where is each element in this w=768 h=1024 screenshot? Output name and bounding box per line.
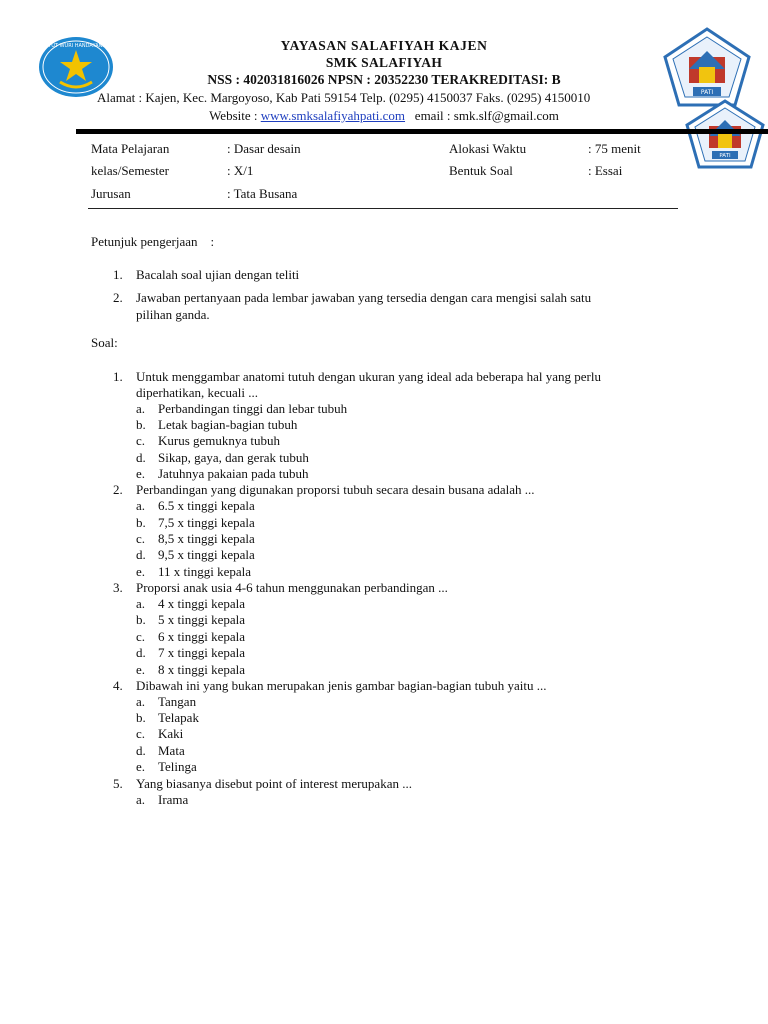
option-text: 8 x tinggi kepala (158, 662, 246, 677)
subject-label: Mata Pelajaran (91, 141, 170, 156)
school-name: SMK SALAFIYAH (325, 55, 443, 70)
option-text: Telinga (158, 759, 197, 774)
major-label: Jurusan (91, 186, 131, 201)
option-text: 5 x tinggi kepala (158, 612, 246, 627)
soal-title: Soal: (91, 335, 118, 350)
option-letter: c. (136, 531, 146, 546)
time-value: : 75 menit (588, 141, 641, 156)
option-text: Mata (158, 743, 185, 758)
option-letter: b. (136, 515, 146, 530)
option-letter: e. (136, 759, 146, 774)
question-text-continued: diperhatikan, kecuali ... (136, 385, 259, 400)
major-value: : Tata Busana (227, 186, 298, 201)
option-letter: c. (136, 629, 146, 644)
question-number: 2. (113, 482, 123, 497)
option-letter: e. (136, 466, 146, 481)
header-divider (76, 129, 768, 134)
instruction-number: 1. (113, 267, 123, 282)
website-label: Website : (209, 108, 261, 123)
instruction-text: Bacalah soal ujian dengan teliti (136, 267, 300, 282)
option-letter: d. (136, 645, 146, 660)
question-number: 3. (113, 580, 123, 595)
form-label: Bentuk Soal (449, 163, 513, 178)
option-letter: e. (136, 564, 146, 579)
option-text: 6.5 x tinggi kepala (158, 498, 255, 513)
question-number: 1. (113, 369, 123, 384)
question-text: Dibawah ini yang bukan merupakan jenis gambar bagian-bagian tubuh yaitu ... (136, 678, 547, 693)
option-text: 8,5 x tinggi kepala (158, 531, 255, 546)
option-text: Sikap, gaya, dan gerak tubuh (158, 450, 309, 465)
email-text: email : smk.slf@gmail.com (405, 108, 559, 123)
question-text: Untuk menggambar anatomi tutuh dengan ukuran yang ideal ada beberapa hal yang perlu (136, 369, 601, 384)
info-divider (88, 208, 678, 209)
option-text: Letak bagian-bagian tubuh (158, 417, 298, 432)
instruction-text-continued: pilihan ganda. (136, 307, 210, 322)
option-text: 7 x tinggi kepala (158, 645, 246, 660)
option-text: 9,5 x tinggi kepala (158, 547, 255, 562)
option-letter: b. (136, 417, 146, 432)
option-text: Telapak (158, 710, 199, 725)
instructions-title: Petunjuk pengerjaan : (91, 234, 215, 249)
svg-text:PATI: PATI (700, 89, 714, 96)
class-value: : X/1 (227, 163, 254, 178)
question-text: Yang biasanya disebut point of interest merupakan ... (136, 776, 412, 791)
svg-text:TUT WURI HANDAYANI: TUT WURI HANDAYANI (48, 43, 104, 49)
option-text: 6 x tinggi kepala (158, 629, 246, 644)
svg-text:PATI: PATI (719, 153, 731, 159)
option-text: Tangan (158, 694, 197, 709)
class-label: kelas/Semester (91, 163, 169, 178)
instruction-number: 2. (113, 290, 123, 305)
option-letter: d. (136, 743, 146, 758)
option-text: 11 x tinggi kepala (158, 564, 252, 579)
option-letter: b. (136, 710, 146, 725)
option-text: 7,5 x tinggi kepala (158, 515, 255, 530)
option-text: Jatuhnya pakaian pada tubuh (158, 466, 309, 481)
time-label: Alokasi Waktu (449, 141, 527, 156)
option-letter: d. (136, 450, 146, 465)
question-number: 5. (113, 776, 123, 791)
contact-line (0, 108, 768, 124)
foundation-name: YAYASAN SALAFIYAH KAJEN (280, 38, 488, 53)
instruction-text: Jawaban pertanyaan pada lembar jawaban yang tersedia dengan cara mengisi salah satu (136, 290, 592, 305)
option-letter: b. (136, 612, 146, 627)
option-letter: a. (136, 498, 146, 513)
option-text: Irama (158, 792, 189, 807)
option-text: Kurus gemuknya tubuh (158, 433, 281, 448)
question-number: 4. (113, 678, 123, 693)
option-letter: a. (136, 792, 146, 807)
option-letter: c. (136, 433, 146, 448)
option-letter: a. (136, 596, 146, 611)
option-text: Perbandingan tinggi dan lebar tubuh (158, 401, 348, 416)
website-link[interactable]: www.smksalafiyahpati.com (260, 108, 406, 123)
option-letter: d. (136, 547, 146, 562)
option-letter: a. (136, 401, 146, 416)
option-text: Kaki (158, 726, 184, 741)
option-letter: c. (136, 726, 146, 741)
question-text: Proporsi anak usia 4-6 tahun menggunakan perbandingan ... (136, 580, 448, 595)
option-letter: a. (136, 694, 146, 709)
option-letter: e. (136, 662, 146, 677)
form-value: : Essai (588, 163, 623, 178)
registration-line: NSS : 402031816026 NPSN : 20352230 TERAKREDITASI: B (207, 72, 561, 87)
option-text: 4 x tinggi kepala (158, 596, 246, 611)
question-text: Perbandingan yang digunakan proporsi tubuh secara desain busana adalah ... (136, 482, 535, 497)
subject-value: : Dasar desain (227, 141, 301, 156)
address-line: Alamat : Kajen, Kec. Margoyoso, Kab Pati 59154 Telp. (0295) 4150037 Faks. (0295) 4150010 (97, 90, 591, 105)
